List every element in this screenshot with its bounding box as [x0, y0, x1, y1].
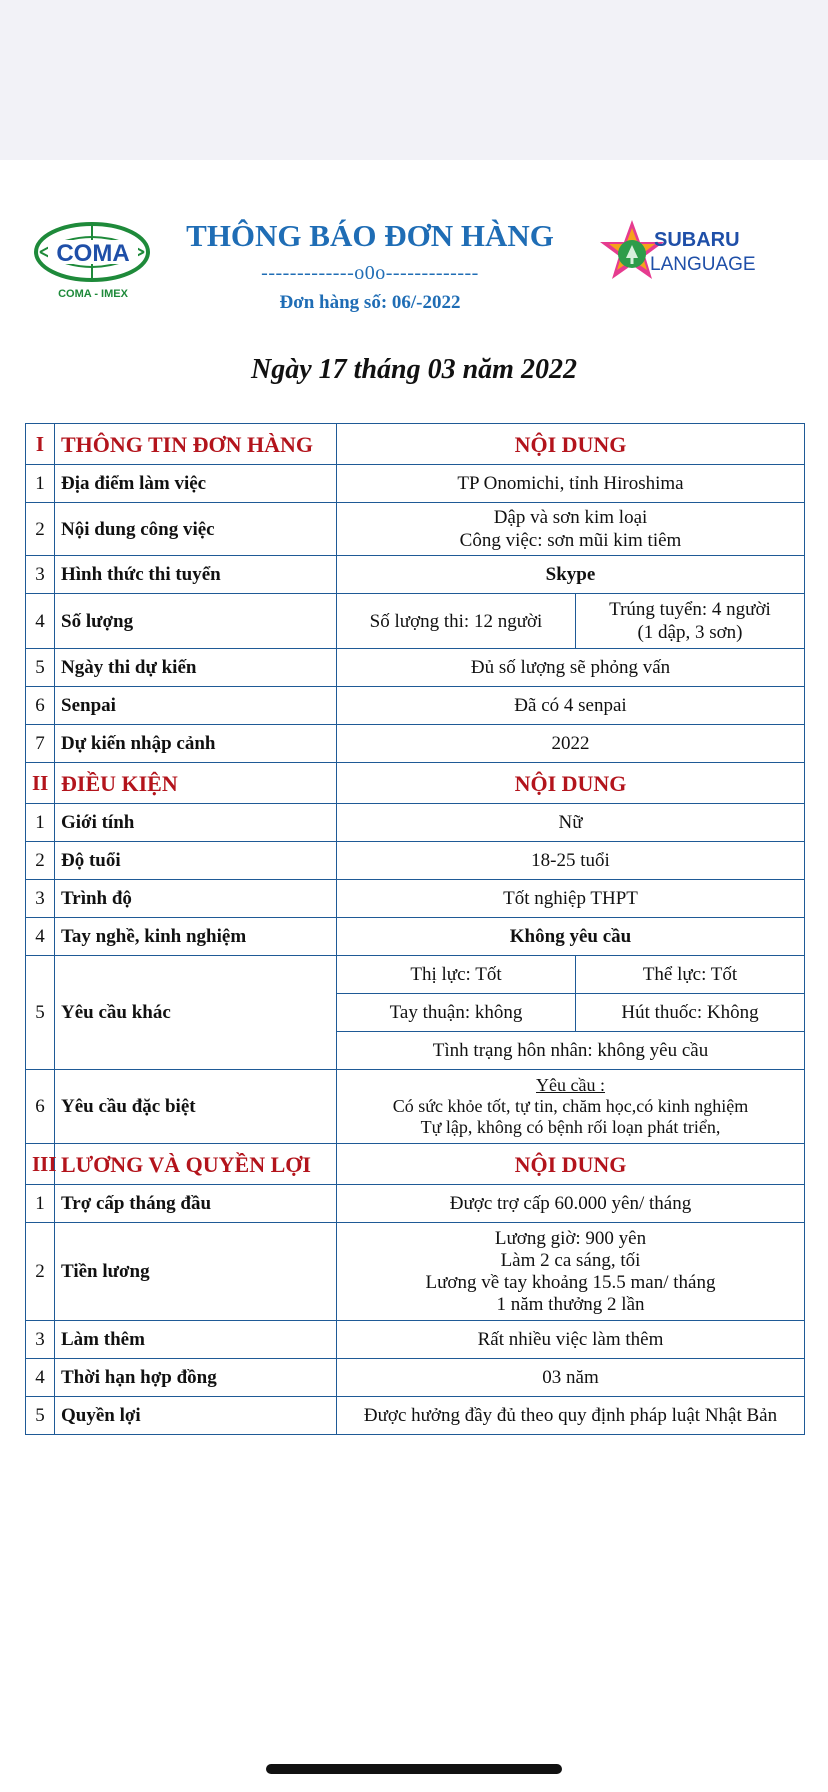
table-row [26, 880, 805, 918]
row-value: Đủ số lượng sẽ phỏng vấn [337, 649, 805, 687]
row-value: 18-25 tuổi [337, 842, 805, 880]
table-row [26, 594, 805, 649]
exam-count: Số lượng thi: 12 người [337, 594, 576, 649]
section-header-info [26, 424, 805, 465]
value-line: Dập và sơn kim loại [493, 507, 648, 528]
row-number: 4 [26, 918, 55, 956]
section-title: THÔNG TIN ĐƠN HÀNG [55, 424, 337, 465]
table-row [26, 918, 805, 956]
table-row [26, 1321, 805, 1359]
value-line: Có sức khỏe tốt, tự tin, chăm học,có kinh nghiệm [392, 1096, 749, 1116]
row-label: Senpai [55, 687, 337, 725]
value-heading: Yêu cầu : [536, 1075, 605, 1095]
section-numeral: II [26, 763, 55, 804]
row-value [337, 1223, 805, 1321]
row-number: 1 [26, 465, 55, 503]
value-line: (1 dập, 3 sơn) [637, 622, 743, 643]
row-value: 03 năm [337, 1359, 805, 1397]
row-label: Giới tính [55, 804, 337, 842]
document-title: THÔNG BÁO ĐƠN HÀNG [186, 218, 554, 253]
value-line: Lương về tay khoảng 15.5 man/ tháng [425, 1271, 716, 1293]
row-number: 3 [26, 556, 55, 594]
table-row [26, 1223, 805, 1321]
table-row [26, 503, 805, 556]
section-content-header: NỘI DUNG [337, 424, 805, 465]
row-value: Nữ [337, 804, 805, 842]
table-row [26, 687, 805, 725]
browser-top-bar [0, 0, 828, 160]
fitness-requirement: Thể lực: Tốt [576, 956, 805, 994]
row-number: 1 [26, 804, 55, 842]
table-row [26, 804, 805, 842]
row-number: 6 [26, 687, 55, 725]
row-label: Độ tuổi [55, 842, 337, 880]
table-row [26, 1070, 805, 1144]
table-row [26, 1359, 805, 1397]
svg-text:COMA - IMEX: COMA - IMEX [58, 288, 128, 300]
table-row [26, 465, 805, 503]
svg-text:LANGUAGE: LANGUAGE [650, 254, 756, 275]
row-number: 4 [26, 1359, 55, 1397]
section-numeral: I [26, 424, 55, 465]
row-value: Tốt nghiệp THPT [337, 880, 805, 918]
coma-logo [30, 218, 155, 303]
order-table [25, 423, 805, 1435]
row-value: Đã có 4 senpai [337, 687, 805, 725]
section-content-header: NỘI DUNG [337, 763, 805, 804]
row-value [337, 1070, 805, 1144]
order-number: Đơn hàng số: 06/-2022 [279, 292, 461, 313]
table-row [26, 1397, 805, 1435]
row-number: 3 [26, 1321, 55, 1359]
value-line: Trúng tuyển: 4 người [609, 599, 771, 620]
row-value: Được hưởng đầy đủ theo quy định pháp luật Nhật Bản [337, 1397, 805, 1435]
row-label: Tay nghề, kinh nghiệm [55, 918, 337, 956]
row-value: Skype [337, 556, 805, 594]
title-separator: -------------o0o------------- [261, 262, 479, 284]
row-label: Hình thức thi tuyển [55, 556, 337, 594]
row-number: 5 [26, 649, 55, 687]
row-value: Được trợ cấp 60.000 yên/ tháng [337, 1185, 805, 1223]
table-row [26, 956, 805, 994]
value-line: Tự lập, không có bệnh rối loạn phát triển, [420, 1117, 721, 1137]
row-value [337, 503, 805, 556]
row-number: 2 [26, 842, 55, 880]
row-number: 6 [26, 1070, 55, 1144]
row-label: Quyền lợi [55, 1397, 337, 1435]
row-label: Trình độ [55, 880, 337, 918]
eyesight-requirement: Thị lực: Tốt [337, 956, 576, 994]
row-value: Không yêu cầu [337, 918, 805, 956]
row-number: 7 [26, 725, 55, 763]
table-row [26, 842, 805, 880]
row-label: Ngày thi dự kiến [55, 649, 337, 687]
pass-count [576, 594, 805, 649]
row-label: Yêu cầu đặc biệt [55, 1070, 337, 1144]
section-title: LƯƠNG VÀ QUYỀN LỢI [55, 1144, 337, 1185]
table-row [26, 556, 805, 594]
svg-text:SUBARU: SUBARU [654, 229, 740, 251]
value-line: Công việc: sơn mũi kim tiêm [459, 530, 682, 551]
subaru-language-logo [598, 212, 768, 297]
row-label: Địa điểm làm việc [55, 465, 337, 503]
row-number: 5 [26, 956, 55, 1070]
row-value: 2022 [337, 725, 805, 763]
row-value: Rất nhiều việc làm thêm [337, 1321, 805, 1359]
marital-requirement: Tình trạng hôn nhân: không yêu cầu [337, 1032, 805, 1070]
row-label: Trợ cấp tháng đầu [55, 1185, 337, 1223]
section-title: ĐIỀU KIỆN [55, 763, 337, 804]
value-line: 1 năm thưởng 2 lần [496, 1293, 645, 1315]
section-header-salary [26, 1144, 805, 1185]
value-line: Lương giờ: 900 yên [494, 1227, 647, 1249]
svg-text:COMA: COMA [56, 240, 130, 267]
row-number: 2 [26, 1223, 55, 1321]
value-line: Làm 2 ca sáng, tối [500, 1249, 641, 1271]
row-number: 1 [26, 1185, 55, 1223]
row-number: 2 [26, 503, 55, 556]
table-row [26, 649, 805, 687]
row-label: Tiền lương [55, 1223, 337, 1321]
document-date: Ngày 17 tháng 03 năm 2022 [251, 354, 577, 385]
section-header-conditions [26, 763, 805, 804]
row-value: TP Onomichi, tỉnh Hiroshima [337, 465, 805, 503]
row-label: Làm thêm [55, 1321, 337, 1359]
handedness-requirement: Tay thuận: không [337, 994, 576, 1032]
row-number: 3 [26, 880, 55, 918]
row-label: Thời hạn hợp đồng [55, 1359, 337, 1397]
row-label: Dự kiến nhập cảnh [55, 725, 337, 763]
home-indicator[interactable] [266, 1764, 562, 1774]
row-label: Số lượng [55, 594, 337, 649]
section-numeral: III [26, 1144, 55, 1185]
smoking-requirement: Hút thuốc: Không [576, 994, 805, 1032]
row-number: 5 [26, 1397, 55, 1435]
row-label: Nội dung công việc [55, 503, 337, 556]
table-row [26, 1185, 805, 1223]
row-label: Yêu cầu khác [55, 956, 337, 1070]
section-content-header: NỘI DUNG [337, 1144, 805, 1185]
table-row [26, 725, 805, 763]
row-number: 4 [26, 594, 55, 649]
